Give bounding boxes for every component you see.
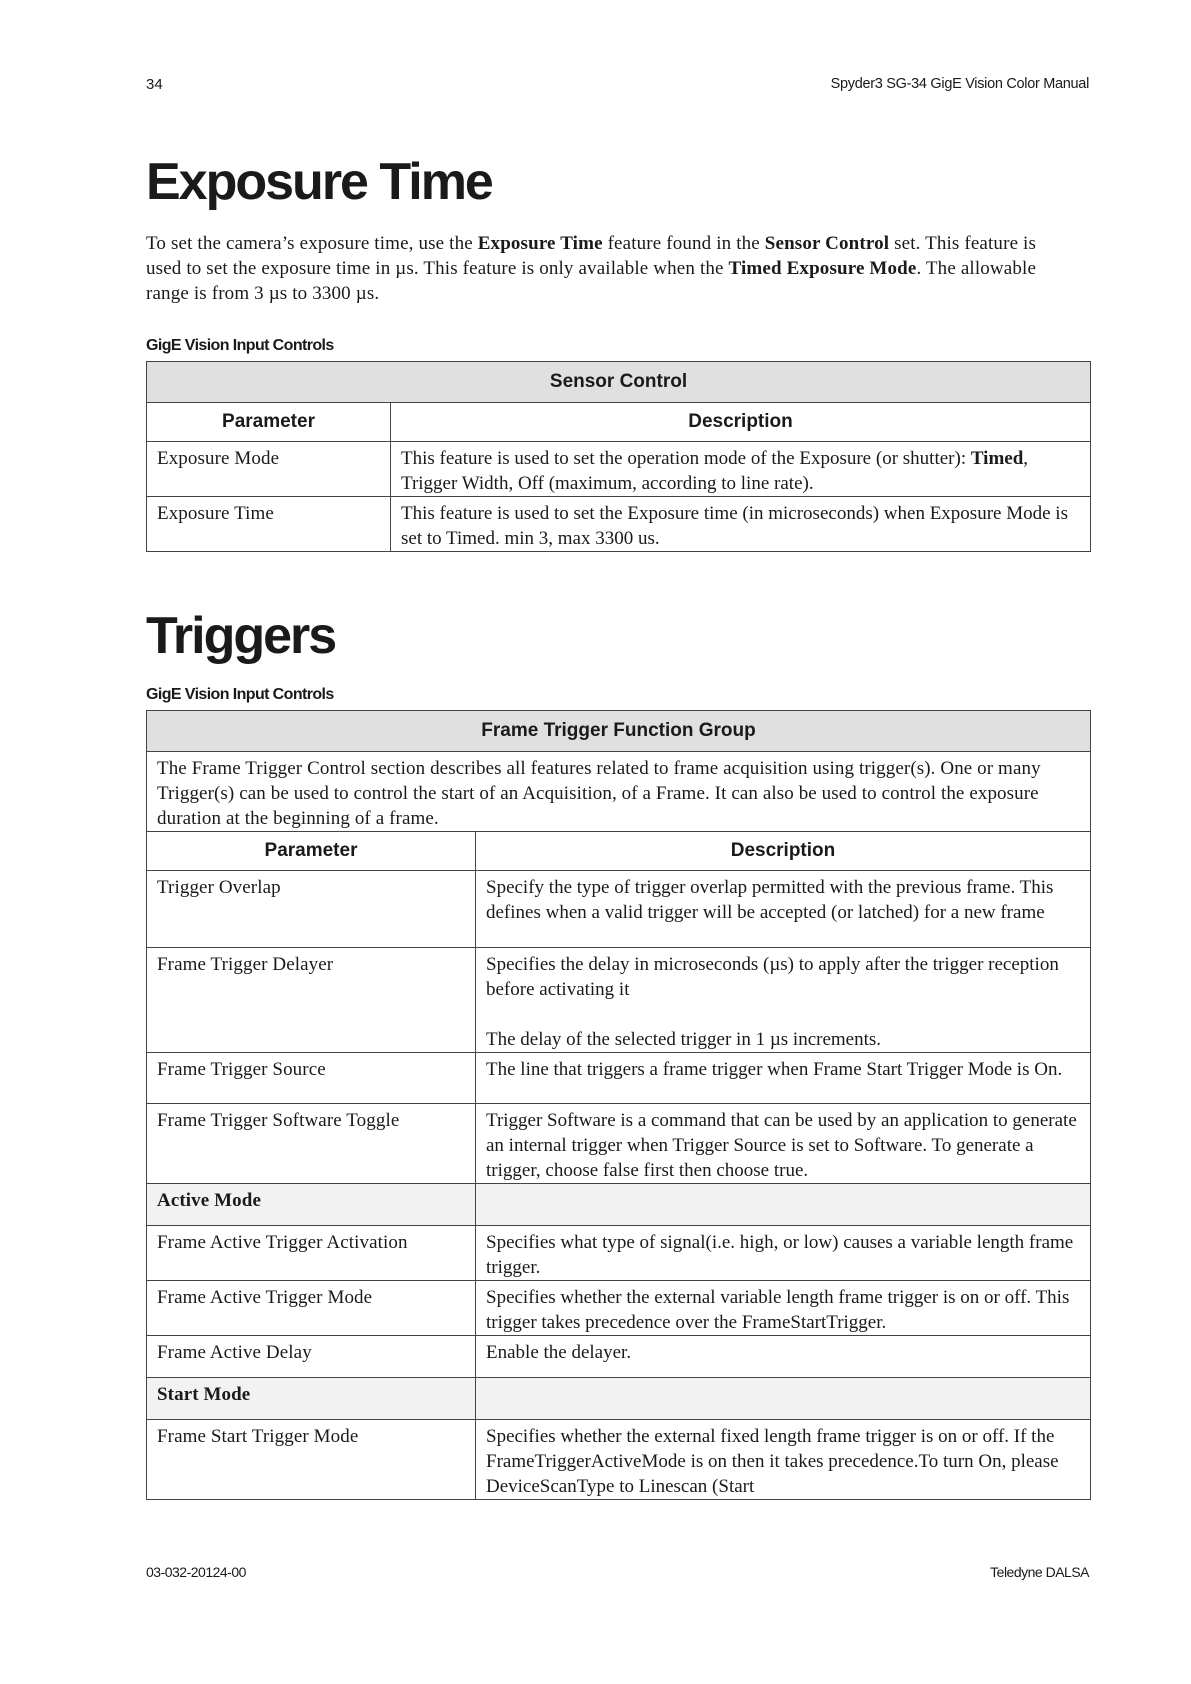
description-cell: Enable the delayer.	[476, 1336, 1091, 1378]
table-row	[147, 948, 1091, 1053]
frame-trigger-table	[146, 710, 1091, 1500]
parameter-cell: Frame Trigger Source	[147, 1053, 476, 1104]
description-cell: Trigger Software is a command that can be used by an application to generate an internal trigger when Trigger Source is set to Software. To generate a trigger, choose false first then choose true.	[476, 1104, 1091, 1184]
parameter-cell: Frame Trigger Delayer	[147, 948, 476, 1053]
empty-cell	[476, 1378, 1091, 1420]
triggers-heading: Triggers	[146, 607, 336, 665]
parameter-cell: Frame Start Trigger Mode	[147, 1420, 476, 1500]
page-number: 34	[146, 76, 163, 93]
description-cell: Specifies the delay in microseconds (µs) to apply after the trigger reception before activating it The delay of the selected trigger in 1 µs increments.	[476, 948, 1091, 1053]
description-cell: This feature is used to set the Exposure time (in microseconds) when Exposure Mode is set to Timed. min 3, max 3300 us.	[391, 497, 1091, 552]
table-row	[147, 1053, 1091, 1104]
parameter-cell: Trigger Overlap	[147, 871, 476, 948]
exposure-subheading: GigE Vision Input Controls	[146, 337, 334, 354]
description-cell: The line that triggers a frame trigger when Frame Start Trigger Mode is On.	[476, 1053, 1091, 1104]
sensor-control-table	[146, 361, 1091, 552]
table-row	[147, 1104, 1091, 1184]
section-label: Start Mode	[147, 1378, 476, 1420]
description-cell: Specifies whether the external fixed length frame trigger is on or off. If the FrameTriggerActiveMode is on then it takes precedence.To turn On, please DeviceScanType to Linescan (Start	[476, 1420, 1091, 1500]
description-cell: Specifies whether the external variable length frame trigger is on or off. This trigger takes precedence over the FrameStartTrigger.	[476, 1281, 1091, 1336]
table-row	[147, 1226, 1091, 1281]
description-cell: Specifies what type of signal(i.e. high, or low) causes a variable length frame trigger.	[476, 1226, 1091, 1281]
table-intro: The Frame Trigger Control section describes all features related to frame acquisition using trigger(s). One or many Trigger(s) can be used to control the start of an Acquisition, of a Frame. It can also be used to control the exposure duration at the beginning of a frame.	[147, 752, 1091, 832]
column-header-parameter: Parameter	[147, 403, 391, 442]
document-number: 03-032-20124-00	[146, 1564, 246, 1580]
table-title: Sensor Control	[147, 362, 1091, 403]
manual-title: Spyder3 SG-34 GigE Vision Color Manual	[830, 76, 1089, 92]
table-title: Frame Trigger Function Group	[147, 711, 1091, 752]
table-row	[147, 1420, 1091, 1500]
description-cell: Specify the type of trigger overlap permitted with the previous frame. This defines when a valid trigger will be accepted (or latched) for a new frame	[476, 871, 1091, 948]
parameter-cell: Frame Active Trigger Activation	[147, 1226, 476, 1281]
section-label: Active Mode	[147, 1184, 476, 1226]
parameter-cell: Exposure Time	[147, 497, 391, 552]
parameter-cell: Frame Trigger Software Toggle	[147, 1104, 476, 1184]
company-name: Teledyne DALSA	[990, 1564, 1089, 1580]
parameter-cell: Frame Active Trigger Mode	[147, 1281, 476, 1336]
exposure-time-heading: Exposure Time	[146, 153, 492, 211]
column-header-description: Description	[391, 403, 1091, 442]
parameter-cell: Exposure Mode	[147, 442, 391, 497]
empty-cell	[476, 1184, 1091, 1226]
section-row	[147, 1184, 1091, 1226]
column-header-description: Description	[476, 832, 1091, 871]
table-row	[147, 1281, 1091, 1336]
table-row	[147, 1336, 1091, 1378]
parameter-cell: Frame Active Delay	[147, 1336, 476, 1378]
section-row	[147, 1378, 1091, 1420]
column-header-parameter: Parameter	[147, 832, 476, 871]
table-row	[147, 871, 1091, 948]
triggers-subheading: GigE Vision Input Controls	[146, 686, 334, 703]
description-cell: This feature is used to set the operation mode of the Exposure (or shutter): Timed, Trigger Width, Off (maximum, according to line rate).	[391, 442, 1091, 497]
table-row	[147, 442, 1091, 497]
exposure-intro-paragraph: To set the camera’s exposure time, use the Exposure Time feature found in the Sensor Control set. This feature is used to set the exposure time in µs. This feature is only available when the Timed Exposure Mode. The allowable range is from 3 µs to 3300 µs.	[146, 233, 1037, 304]
table-row	[147, 497, 1091, 552]
